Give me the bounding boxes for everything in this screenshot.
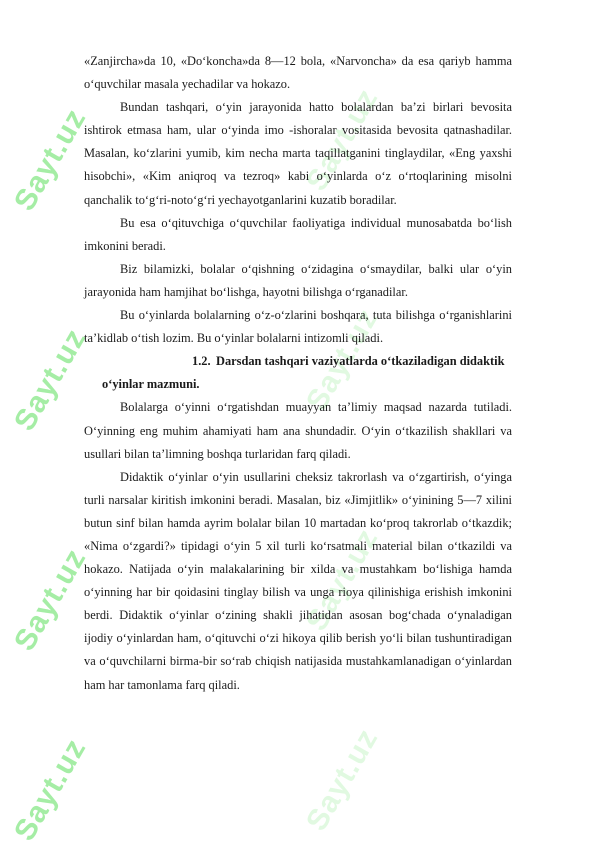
watermark: Sayt.uz <box>300 82 385 197</box>
paragraph: Bu o‘yinlarda bolalarning o‘z-o‘zlarini boshqara, tuta bilishga o‘rganishlarini ta’kidlab o‘tish lozim. Bu o‘yinlar bolalarni intizomli qiladi. <box>84 308 512 346</box>
paragraph: Bolalarga o‘yinni o‘rgatishdan muayyan ta’limiy maqsad nazarda tutiladi. O‘yinning eng muhim ahamiyati ham ana shundadir. O‘yin o‘tkazilish shakllari va usullari bilan ta’limning boshqa turlaridan farq qiladi. <box>84 400 512 461</box>
watermark: Sayt.uz <box>8 322 93 437</box>
section-title-line1: Darsdan tashqari vaziyatlarda o‘tkaziladigan didaktik <box>216 354 505 369</box>
watermark: Sayt.uz <box>300 302 385 417</box>
watermark: Sayt.uz <box>8 732 93 847</box>
paragraph: «Zanjircha»da 10, «Do‘koncha»da 8—12 bola, «Narvoncha» da esa qariyb hamma o‘quvchilar masala yechadilar va hokazo. <box>84 54 512 92</box>
section-heading <box>84 350 512 373</box>
paragraph: Biz bilamizki, bolalar o‘qishning o‘zidagina o‘smaydilar, balki ular o‘yin jarayonida ham hamjihat bo‘lishga, hayotni bilishga o‘rganadilar. <box>84 261 512 299</box>
watermark: Sayt.uz <box>300 522 385 637</box>
watermark: Sayt.uz <box>300 722 385 837</box>
body-text <box>84 50 512 697</box>
paragraph: Bundan tashqari, o‘yin jarayonida hatto bolalardan ba’zi birlari bevosita ishtirok etmasa ham, ular o‘yinda imo -ishoralar vositasida bevosita qatnashadilar. Masalan, ko‘zlarini yumib, kim necha marta taqillatganini tinglaydilar, «Eng yaxshi hisobchi», «Kim aniqroq va tezroq» kabi o‘yinlarda o‘z o‘rtoqlarining misolni qanchalik to‘g‘ri-noto‘g‘ri yechayotganlarini kuzatib boradilar. <box>84 100 512 207</box>
watermark: Sayt.uz <box>8 102 93 217</box>
section-number: 1.2. <box>192 354 211 369</box>
paragraph: Bu esa o‘qituvchiga o‘quvchilar faoliyatiga individual munosabatda bo‘lish imkonini beradi. <box>84 215 512 253</box>
paragraph: Didaktik o‘yinlar o‘yin usullarini cheksiz takrorlash va o‘zgartirish, o‘yinga turli narsalar kiritish imkonini beradi. Masalan, biz «Jimjitlik» o‘yinining 5—7 xilini butun sinf bilan hamda ayrim bolalar bilan 10 martadan ko‘proq takrorlab o‘tkazdik; «Nima o‘zgardi?» tipidagi o‘yin 5 xil turli ko‘rsatmali material bilan o‘tkazildi va hokazo. Natijada o‘yin malakalarining bir xilda va mustahkam bo‘lishiga hamda o‘yinning har bir qoidasini tinglay bilish va unga rioya qilinishiga erishish imkonini berdi. Didaktik o‘yinlar o‘zining shakli jihatidan asosan bog‘chada o‘ynaladigan ijodiy o‘yinlardan ham, o‘qituvchi o‘zi hikoya qilib berish yo‘li bilan tushuntiradigan va o‘quvchilarni birma-bir so‘rab chiqish natijasida mustahkamlanadigan o‘yinlardan ham har tamonlama farq qiladi. <box>84 469 512 692</box>
section-title-line2: o‘yinlar mazmuni. <box>102 377 200 392</box>
watermark: Sayt.uz <box>8 542 93 657</box>
